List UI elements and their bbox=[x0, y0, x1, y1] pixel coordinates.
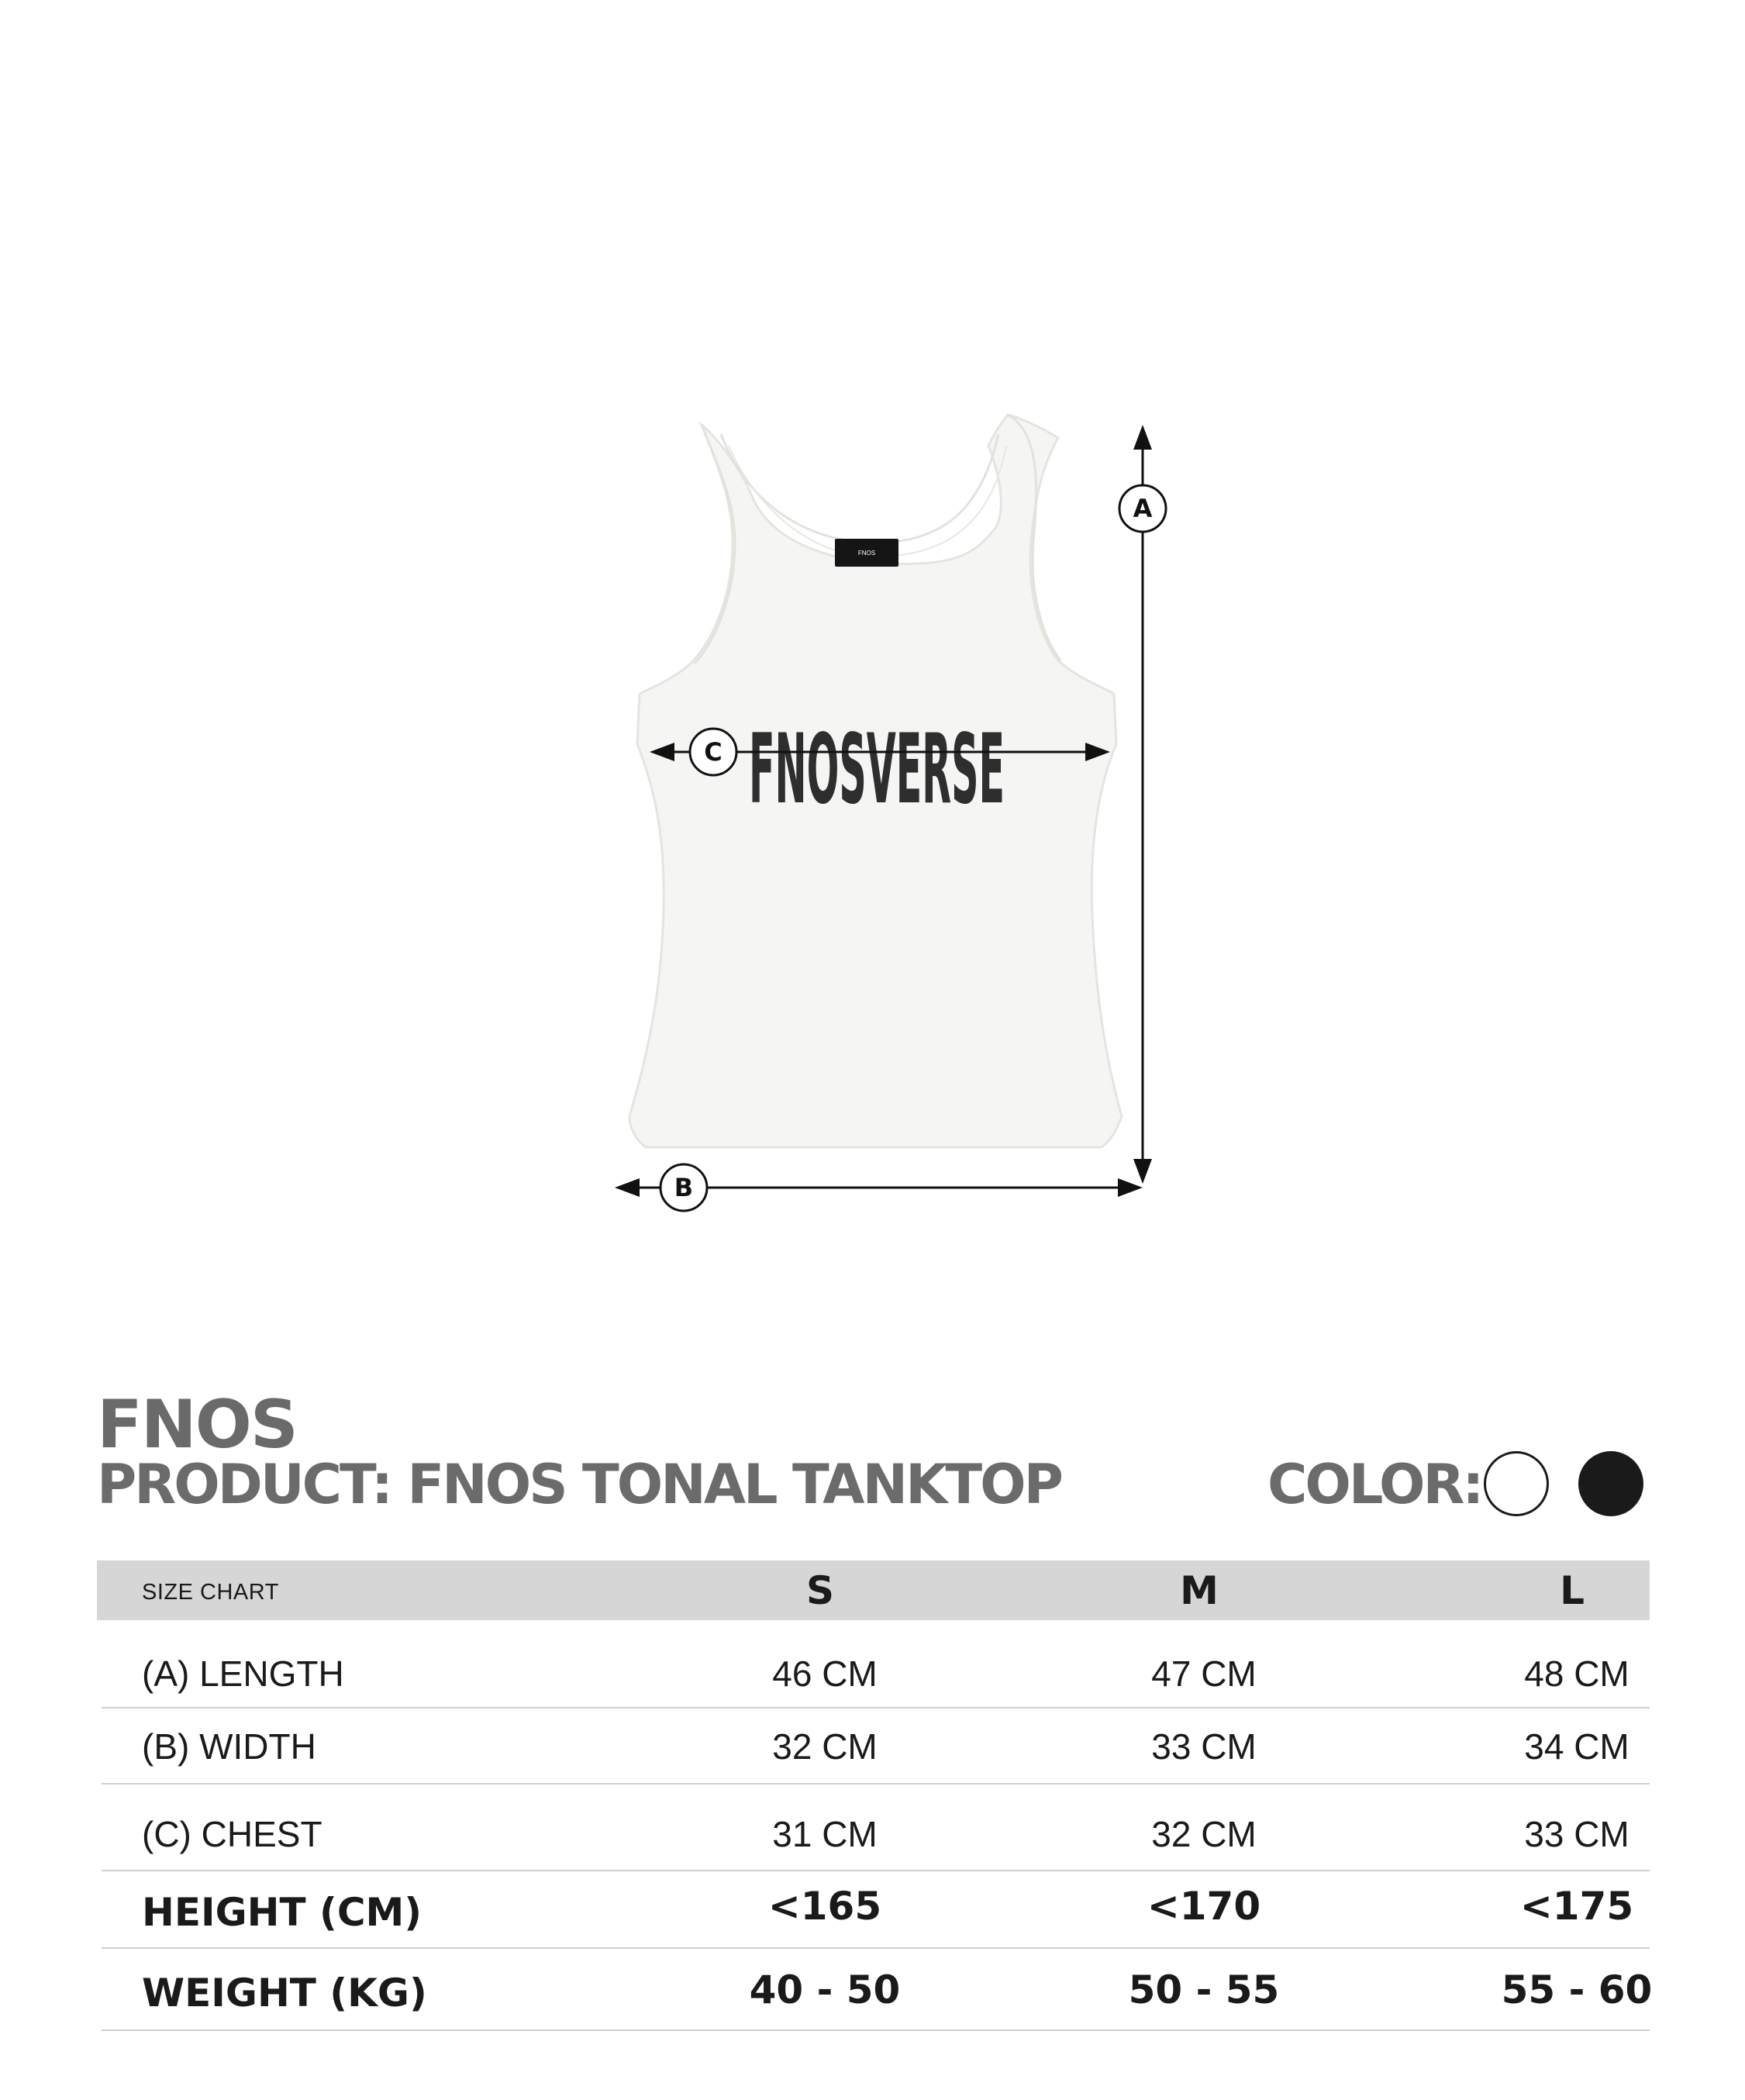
table-row-length bbox=[102, 1620, 1650, 1709]
size-chart-title: SIZE CHART bbox=[142, 1580, 279, 1605]
brand-logo: FNOS bbox=[97, 1386, 297, 1464]
row-label-chest: (C) CHEST bbox=[142, 1814, 322, 1854]
chest-m: 32 CM bbox=[1151, 1814, 1257, 1854]
table-row-chest bbox=[102, 1784, 1650, 1871]
arrow-b-right bbox=[1118, 1178, 1143, 1197]
marker-a-label: A bbox=[1133, 494, 1153, 523]
table-row-weight bbox=[102, 1949, 1653, 2031]
marker-c-label: C bbox=[704, 737, 722, 767]
width-l: 34 CM bbox=[1524, 1726, 1629, 1767]
chest-l: 33 CM bbox=[1524, 1814, 1629, 1854]
height-s: <165 bbox=[767, 1884, 882, 1929]
product-title: PRODUCT: FNOS TONAL TANKTOP bbox=[97, 1453, 1061, 1516]
marker-b-label: B bbox=[674, 1173, 694, 1202]
length-m: 47 CM bbox=[1151, 1653, 1257, 1694]
width-s: 32 CM bbox=[772, 1726, 878, 1767]
arrow-a-top bbox=[1133, 425, 1152, 450]
neck-label-text: FNOS bbox=[857, 550, 876, 557]
chest-s: 31 CM bbox=[772, 1814, 878, 1854]
weight-l: 55 - 60 bbox=[1501, 1967, 1653, 2012]
color-swatch-black[interactable] bbox=[1578, 1451, 1643, 1516]
height-l: <175 bbox=[1519, 1884, 1634, 1929]
row-label-height: HEIGHT (CM) bbox=[142, 1890, 422, 1935]
size-chart-table bbox=[97, 1560, 1653, 2031]
table-row-height bbox=[102, 1871, 1650, 1949]
arrow-a-bottom bbox=[1133, 1159, 1152, 1184]
table-row-width bbox=[102, 1709, 1650, 1784]
size-chart-header bbox=[97, 1560, 1650, 1620]
weight-s: 40 - 50 bbox=[749, 1967, 901, 2012]
row-label-weight: WEIGHT (KG) bbox=[142, 1971, 427, 2016]
row-label-width: (B) WIDTH bbox=[142, 1726, 316, 1767]
print-graphic: FNOSVERSE bbox=[749, 713, 1005, 826]
color-label: COLOR: bbox=[1267, 1453, 1482, 1516]
size-header-m: M bbox=[1180, 1568, 1219, 1613]
size-header-s: S bbox=[805, 1568, 834, 1613]
color-swatch-white[interactable] bbox=[1484, 1451, 1549, 1516]
width-m: 33 CM bbox=[1151, 1726, 1257, 1767]
length-s: 46 CM bbox=[772, 1653, 878, 1694]
length-l: 48 CM bbox=[1524, 1653, 1629, 1694]
height-m: <170 bbox=[1147, 1884, 1261, 1929]
weight-m: 50 - 55 bbox=[1128, 1967, 1280, 2012]
arrow-b-left bbox=[615, 1178, 640, 1197]
row-label-length: (A) LENGTH bbox=[142, 1653, 344, 1694]
size-header-l: L bbox=[1560, 1568, 1585, 1613]
